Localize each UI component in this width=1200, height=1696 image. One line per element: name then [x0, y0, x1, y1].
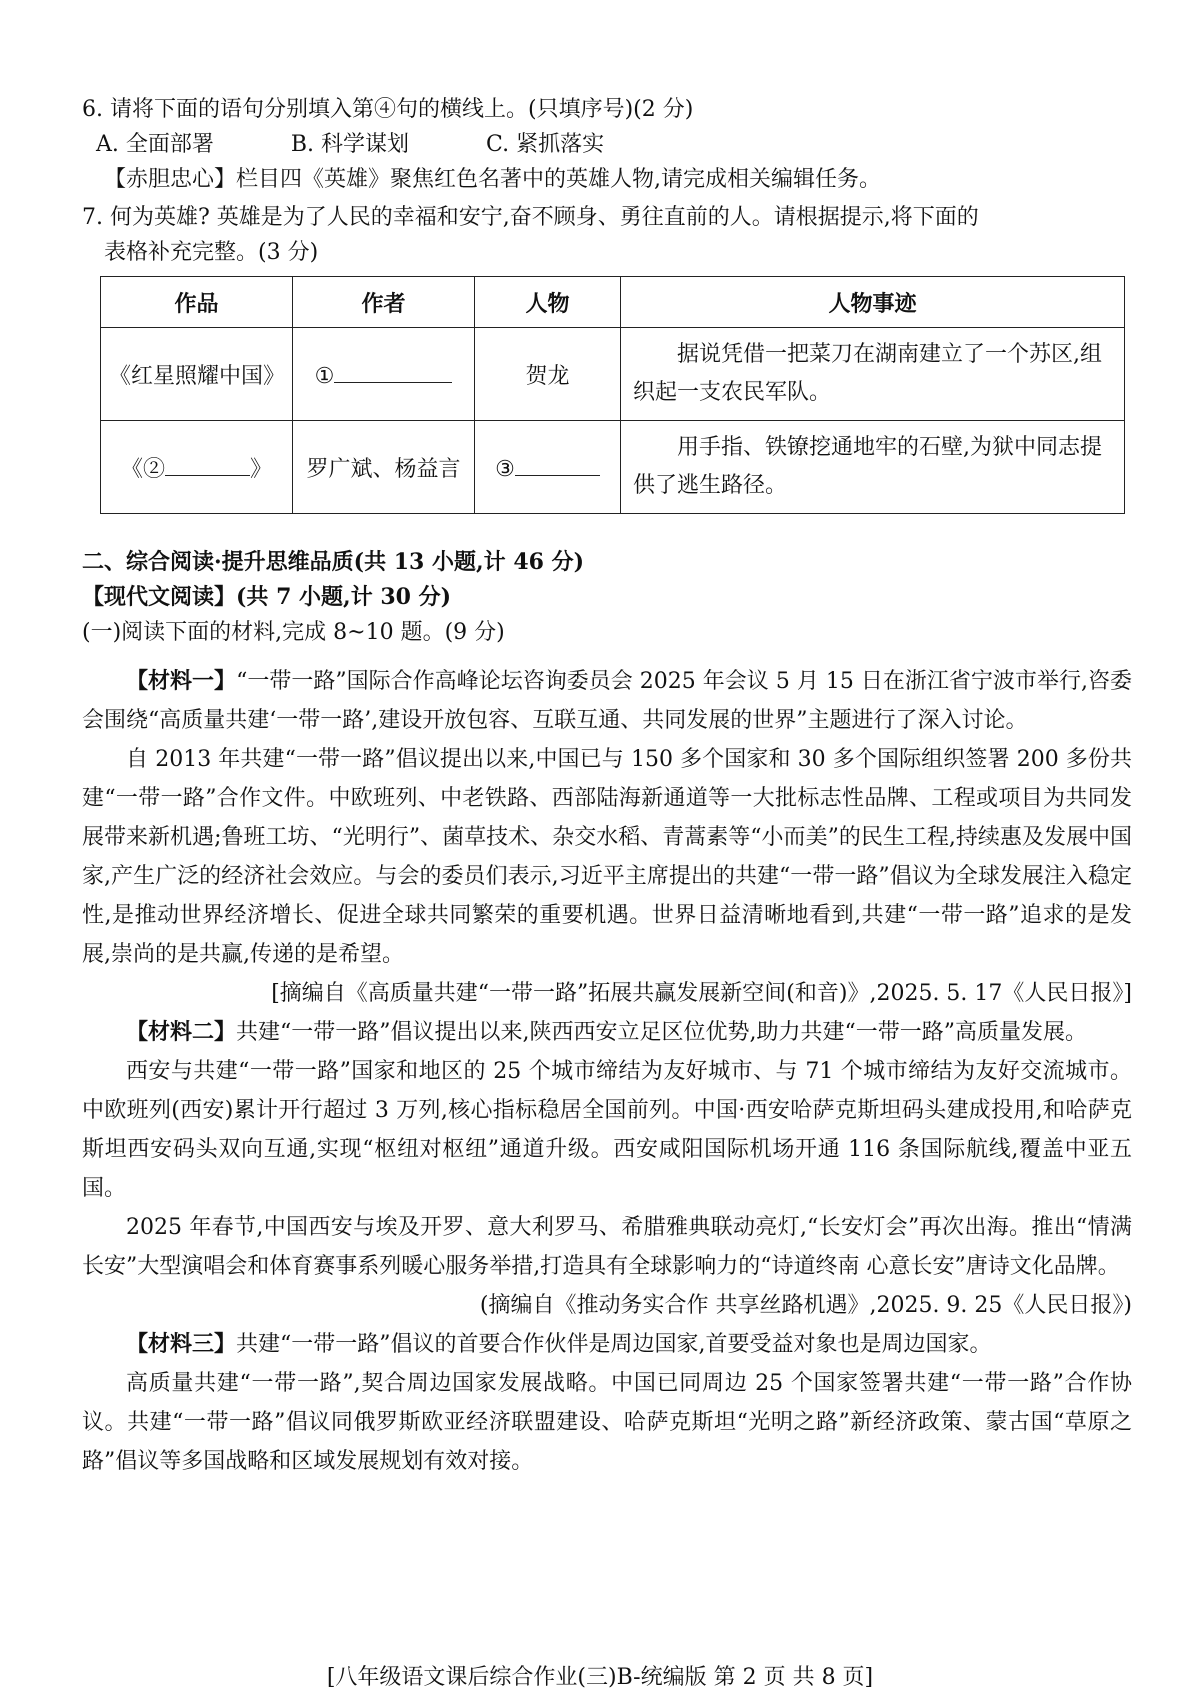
cell-person — [475, 421, 621, 514]
answer-blank-3[interactable] — [515, 453, 600, 476]
answer-blank-2[interactable] — [165, 453, 250, 476]
material2-label: 【材料二】 — [126, 1019, 237, 1045]
cell-deed: 用手指、铁镣挖通地牢的石壁,为狱中同志提供了逃生路径。 — [621, 421, 1125, 514]
q7-stem-line1: 7. 何为英雄? 英雄是为了人民的幸福和安宁,奋不顾身、勇往直前的人。请根据提示,将下面的 — [82, 205, 979, 230]
header-person: 人物 — [475, 277, 621, 328]
material1-label: 【材料一】 — [126, 668, 237, 694]
material2-p3: 2025 年春节,中国西安与埃及开罗、意大利罗马、希腊雅典联动亮灯,“长安灯会”再次出海。推出“情满长安”大型演唱会和体育赛事系列暖心服务举措,打造具有全球影响力的“诗道终南 心意长安”唐诗文化品牌。 — [82, 1215, 1132, 1279]
table-row — [101, 421, 1125, 514]
answer-blank-1[interactable] — [334, 360, 452, 383]
material3-label: 【材料三】 — [126, 1331, 237, 1357]
reading1-intro: (一)阅读下面的材料,完成 8~10 题。(9 分) — [82, 620, 505, 645]
header-author: 作者 — [293, 277, 475, 328]
blank-number: ① — [314, 363, 335, 389]
blank-number: ③ — [495, 456, 515, 482]
part-2 — [82, 545, 1132, 650]
cell-author: 罗广斌、杨益言 — [293, 421, 475, 514]
q6-choices — [82, 127, 1132, 162]
section-intro: 【赤胆忠心】栏目四《英雄》聚焦红色名著中的英雄人物,请完成相关编辑任务。 — [104, 167, 881, 192]
q6-stem: 6. 请将下面的语句分别填入第④句的横线上。(只填序号)(2 分) — [82, 97, 694, 122]
materials — [82, 662, 1132, 1481]
material2-p1: 【材料二】共建“一带一路”倡议提出以来,陕西西安立足区位优势,助力共建“一带一路”高质量发展。 — [126, 1019, 1087, 1045]
q7-stem-line2: 表格补充完整。(3 分) — [104, 240, 319, 265]
work-prefix: 《② — [120, 456, 165, 482]
q6-choice-c: C. 紧抓落实 — [486, 132, 605, 157]
q6-choice-a: A. 全面部署 — [96, 132, 214, 157]
material2-p2: 西安与共建“一带一路”国家和地区的 25 个城市缔结为友好城市、与 71 个城市缔结为友好交流城市。中欧班列(西安)累计开行超过 3 万列,核心指标稳居全国前列。中国·西安哈萨克斯坦码头建成投用,和哈萨克斯坦西安码头双向互通,实现“枢纽对枢纽”通道升级。西安咸阳国际机场开通 116 条国际航线,覆盖中亚五国。 — [82, 1059, 1132, 1201]
cell-deed: 据说凭借一把菜刀在湖南建立了一个苏区,组织起一支农民军队。 — [621, 328, 1125, 421]
q6-choice-b: B. 科学谋划 — [290, 132, 410, 157]
material1-p2: 自 2013 年共建“一带一路”倡议提出以来,中国已与 150 多个国家和 30 多个国际组织签署 200 多份共建“一带一路”合作文件。中欧班列、中老铁路、西部陆海新通道等一大批标志性品牌、工程或项目为共同发展带来新机遇;鲁班工坊、“光明行”、菌草技术、杂交水稻、青蒿素等“小而美”的民生工程,持续惠及发展中国家,产生广泛的经济社会效应。与会的委员们表示,习近平主席提出的共建“一带一路”倡议为全球发展注入稳定性,是推动世界经济增长、促进全球共同繁荣的重要机遇。世界日益清晰地看到,共建“一带一路”追求的是发展,崇尚的是共赢,传递的是希望。 — [82, 747, 1132, 967]
header-work: 作品 — [101, 277, 293, 328]
cell-person: 贺龙 — [475, 328, 621, 421]
material3-p1: 【材料三】共建“一带一路”倡议的首要合作伙伴是周边国家,首要受益对象也是周边国家。 — [126, 1331, 992, 1357]
table-header-row — [101, 277, 1125, 328]
work-suffix: 》 — [250, 456, 273, 482]
material3-p2: 高质量共建“一带一路”,契合周边国家发展战略。中国已同周边 25 个国家签署共建“一带一路”合作协议。共建“一带一路”倡议同俄罗斯欧亚经济联盟建设、哈萨克斯坦“光明之路”新经济政策、蒙古国“草原之路”倡议等多国战略和区域发展规划有效对接。 — [82, 1371, 1132, 1474]
modern-reading-title: 【现代文阅读】(共 7 小题,计 30 分) — [82, 584, 452, 610]
works-table — [100, 276, 1125, 514]
table-row — [101, 328, 1125, 421]
cell-author — [293, 328, 475, 421]
material1-source: [摘编自《高质量共建“一带一路”拓展共赢发展新空间(和音)》,2025. 5. 17《人民日报》] — [271, 981, 1132, 1006]
question-7 — [82, 200, 1132, 270]
cell-work — [101, 421, 293, 514]
question-6 — [82, 92, 1132, 197]
header-deed: 人物事迹 — [621, 277, 1125, 328]
material1-p1: 【材料一】“一带一路”国际合作高峰论坛咨询委员会 2025 年会议 5 月 15 日在浙江省宁波市举行,咨委会围绕“高质量共建‘一带一路’,建设开放包容、互联互通、共同发展的世界”主题进行了深入讨论。 — [82, 668, 1132, 733]
cell-work: 《红星照耀中国》 — [101, 328, 293, 421]
page-footer: [八年级语文课后综合作业(三)B-统编版 第 2 页 共 8 页] — [326, 1665, 874, 1690]
q7-table-wrap — [82, 276, 1132, 514]
part2-title: 二、综合阅读·提升思维品质(共 13 小题,计 46 分) — [82, 549, 585, 575]
material2-source: (摘编自《推动务实合作 共享丝路机遇》,2025. 9. 25《人民日报》) — [479, 1293, 1132, 1318]
